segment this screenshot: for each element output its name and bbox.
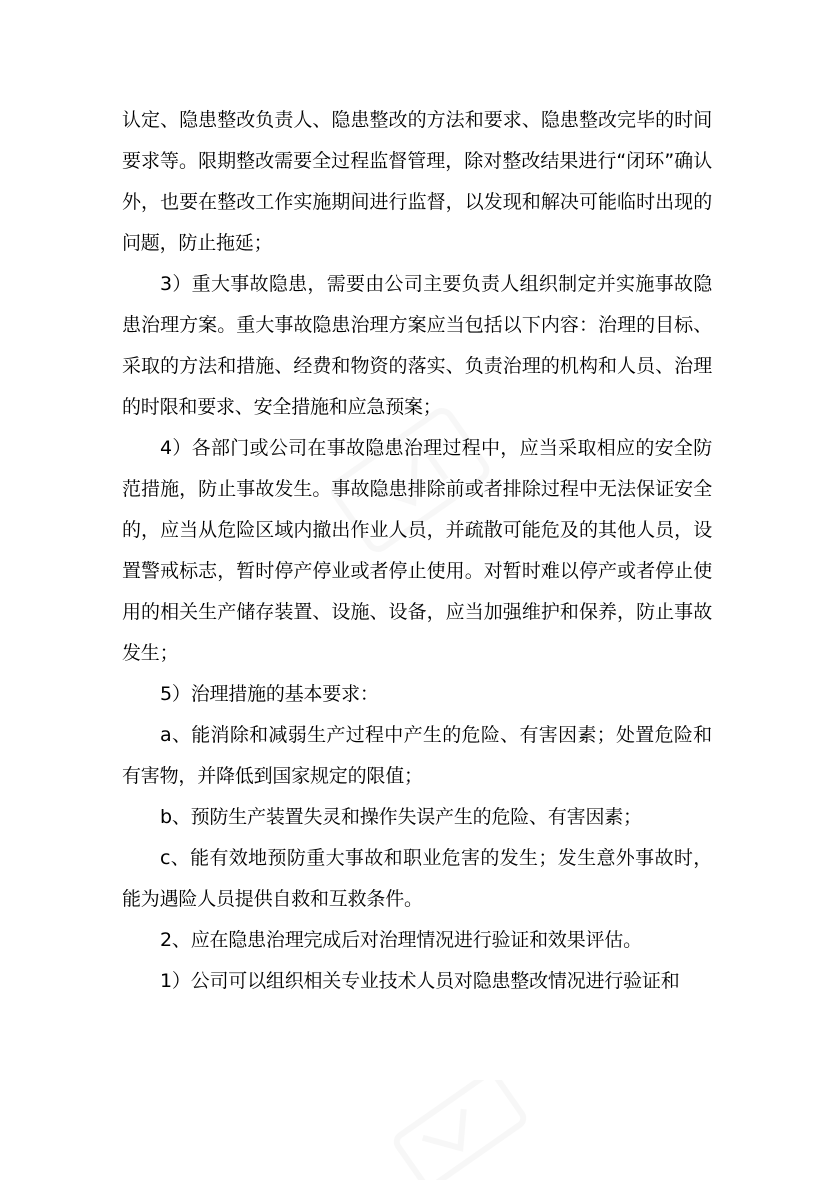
paragraph: 2、应在隐患治理完成后对治理情况进行验证和效果评估。 bbox=[160, 929, 642, 951]
paragraph: 1）公司可以组织相关专业技术人员对隐患整改情况进行验证和 bbox=[160, 970, 680, 992]
paragraph: a、能消除和减弱生产过程中产生的危险、有害因素；处置危险和有害物，并降低到国家规定的限值； bbox=[122, 724, 712, 787]
paragraph: c、能有效地预防重大事故和职业危害的发生；发生意外事故时，能为遇险人员提供自救和互救条件。 bbox=[122, 847, 712, 910]
paragraph: 4）各部门或公司在事故隐患治理过程中，应当采取相应的安全防范措施，防止事故发生。事故隐患排除前或者排除过程中无法保证安全的，应当从危险区域内撤出作业人员，并疏散可能危及的其他人员，设置警戒标志，暂时停产停业或者停止使用。对暂时难以停产或者停止使用的相关生产储存装置、设施、设备，应当加强维护和保养，防止事故发生； bbox=[122, 437, 712, 664]
watermark-logo-icon bbox=[380, 1080, 540, 1180]
document-body bbox=[122, 100, 712, 1002]
paragraph: 认定、隐患整改负责人、隐患整改的方法和要求、隐患整改完毕的时间要求等。限期整改需要全过程监督管理，除对整改结果进行“闭环”确认外，也要在整改工作实施期间进行监督，以发现和解决可能临时出现的问题，防止拖延； bbox=[122, 109, 712, 254]
paragraph: b、预防生产装置失灵和操作失误产生的危险、有害因素； bbox=[160, 806, 642, 828]
paragraph: 3）重大事故隐患，需要由公司主要负责人组织制定并实施事故隐患治理方案。重大事故隐患治理方案应当包括以下内容：治理的目标、采取的方法和措施、经费和物资的落实、负责治理的机构和人员、治理的时限和要求、安全措施和应急预案； bbox=[122, 273, 712, 418]
paragraph: 5）治理措施的基本要求： bbox=[160, 683, 379, 705]
